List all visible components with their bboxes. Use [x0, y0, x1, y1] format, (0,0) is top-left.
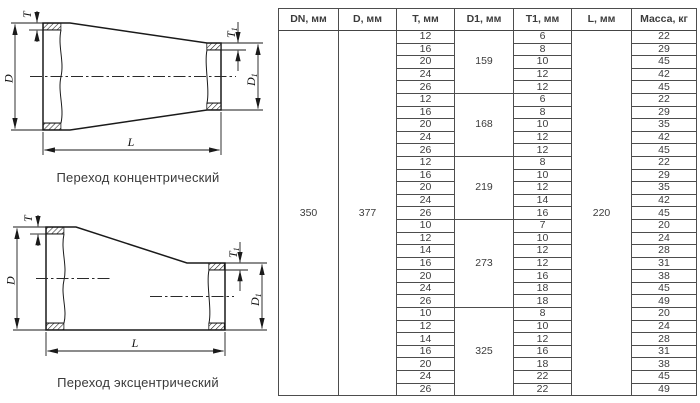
cell-t: 14	[397, 333, 455, 346]
cell-mass: 35	[632, 119, 697, 132]
break-line	[206, 50, 208, 103]
wall-hatch	[43, 23, 61, 29]
col-header-4: T1, мм	[514, 9, 572, 31]
cell-t: 12	[397, 93, 455, 106]
wall-hatch	[207, 43, 221, 49]
cell-mass: 42	[632, 194, 697, 207]
cell-d1: 168	[455, 93, 514, 156]
wall-hatch	[46, 323, 64, 329]
cell-t: 24	[397, 131, 455, 144]
dim-label-D1: D1	[248, 293, 263, 306]
cell-t: 24	[397, 282, 455, 295]
cell-mass: 31	[632, 257, 697, 270]
cell-t1: 8	[514, 106, 572, 119]
cell-t1: 12	[514, 131, 572, 144]
cell-t1: 12	[514, 257, 572, 270]
cell-mass: 42	[632, 131, 697, 144]
cell-mass: 45	[632, 81, 697, 94]
concentric-reducer-figure	[2, 10, 264, 155]
cell-t: 16	[397, 257, 455, 270]
cell-mass: 24	[632, 232, 697, 245]
cell-t: 24	[397, 371, 455, 384]
spec-table-body	[279, 31, 697, 396]
cell-t1: 22	[514, 383, 572, 396]
cell-mass: 22	[632, 31, 697, 44]
spec-table-head	[279, 9, 697, 31]
cell-mass: 38	[632, 358, 697, 371]
dim-label-T1: T1	[226, 247, 241, 258]
dim-label-D: D	[1, 74, 16, 83]
cell-t1: 8	[514, 156, 572, 169]
cell-mass: 45	[632, 56, 697, 69]
figure-caption-concentric: Переход концентрический	[56, 170, 220, 185]
cell-t: 20	[397, 56, 455, 69]
cell-t1: 16	[514, 207, 572, 220]
cell-d1: 219	[455, 156, 514, 219]
cell-t: 20	[397, 119, 455, 132]
cell-t1: 18	[514, 295, 572, 308]
cell-mass: 24	[632, 320, 697, 333]
cell-t: 16	[397, 43, 455, 56]
cell-t1: 7	[514, 219, 572, 232]
dim-label-T: T	[20, 11, 34, 18]
cell-t1: 16	[514, 345, 572, 358]
cell-mass: 29	[632, 169, 697, 182]
cell-mass: 42	[632, 68, 697, 81]
cell-t1: 10	[514, 232, 572, 245]
drawings-pane	[0, 0, 276, 403]
col-header-2: T, мм	[397, 9, 455, 31]
wall-hatch	[43, 123, 61, 129]
cell-mass: 22	[632, 156, 697, 169]
cell-t1: 12	[514, 144, 572, 157]
cell-t: 16	[397, 169, 455, 182]
wall-hatch	[209, 263, 225, 269]
cell-mass: 38	[632, 270, 697, 283]
cell-t1: 22	[514, 371, 572, 384]
dim-label-T1: T1	[224, 27, 239, 38]
cell-t: 12	[397, 31, 455, 44]
cell-d1: 159	[455, 31, 514, 94]
col-header-0: DN, мм	[279, 9, 339, 31]
dim-label-T: T	[21, 215, 35, 222]
cell-t: 20	[397, 182, 455, 195]
cell-mass: 35	[632, 182, 697, 195]
cell-t: 10	[397, 219, 455, 232]
cell-t1: 10	[514, 169, 572, 182]
cell-t: 20	[397, 358, 455, 371]
dim-label-L: L	[131, 336, 139, 350]
col-header-5: L, мм	[572, 9, 632, 31]
cell-d1: 273	[455, 219, 514, 307]
cell-t: 20	[397, 270, 455, 283]
cell-t1: 10	[514, 56, 572, 69]
col-header-6: Масса, кг	[632, 9, 697, 31]
cell-mass: 49	[632, 295, 697, 308]
dim-label-D: D	[3, 276, 18, 285]
cell-t1: 8	[514, 43, 572, 56]
cell-mass: 22	[632, 93, 697, 106]
cell-mass: 20	[632, 308, 697, 321]
cell-t: 26	[397, 295, 455, 308]
header-row	[279, 9, 697, 31]
cell-d1: 325	[455, 308, 514, 396]
wall-hatch	[209, 323, 225, 329]
wall-hatch	[46, 227, 64, 233]
cell-mass: 28	[632, 333, 697, 346]
cell-t1: 12	[514, 68, 572, 81]
wall-hatch	[207, 103, 221, 109]
cell-mass: 45	[632, 207, 697, 220]
cell-t1: 12	[514, 245, 572, 258]
cell-t1: 18	[514, 358, 572, 371]
cell-t: 26	[397, 144, 455, 157]
cell-l: 220	[572, 31, 632, 396]
cell-t1: 6	[514, 93, 572, 106]
cell-mass: 29	[632, 43, 697, 56]
cell-t1: 12	[514, 81, 572, 94]
eccentric-reducer-figure	[4, 214, 268, 356]
cell-t: 26	[397, 383, 455, 396]
spec-table	[278, 8, 697, 396]
cell-t: 10	[397, 308, 455, 321]
cell-t1: 10	[514, 320, 572, 333]
cell-mass: 28	[632, 245, 697, 258]
cell-t1: 14	[514, 194, 572, 207]
cell-t1: 12	[514, 182, 572, 195]
cell-mass: 49	[632, 383, 697, 396]
cell-t: 12	[397, 320, 455, 333]
col-header-3: D1, мм	[455, 9, 514, 31]
col-header-1: D, мм	[339, 9, 397, 31]
cell-mass: 31	[632, 345, 697, 358]
cell-t: 24	[397, 68, 455, 81]
cell-mass: 29	[632, 106, 697, 119]
cell-t: 12	[397, 156, 455, 169]
cell-t1: 18	[514, 282, 572, 295]
cell-mass: 45	[632, 282, 697, 295]
cell-t: 12	[397, 232, 455, 245]
reducer-drawings	[0, 0, 276, 403]
cell-t1: 12	[514, 333, 572, 346]
cell-t: 14	[397, 245, 455, 258]
cell-t1: 10	[514, 119, 572, 132]
cell-t1: 6	[514, 31, 572, 44]
dim-label-D1: D1	[244, 73, 259, 86]
cell-t: 26	[397, 81, 455, 94]
cell-mass: 20	[632, 219, 697, 232]
cell-mass: 45	[632, 371, 697, 384]
cell-t: 16	[397, 345, 455, 358]
cell-mass: 45	[632, 144, 697, 157]
cell-t: 16	[397, 106, 455, 119]
cell-t1: 8	[514, 308, 572, 321]
cell-dn: 350	[279, 31, 339, 396]
cell-d: 377	[339, 31, 397, 396]
cell-t: 24	[397, 194, 455, 207]
dim-label-L: L	[127, 135, 135, 149]
cell-t: 26	[397, 207, 455, 220]
figure-caption-eccentric: Переход эксцентрический	[57, 375, 219, 390]
table-row	[279, 31, 697, 44]
cell-t1: 16	[514, 270, 572, 283]
